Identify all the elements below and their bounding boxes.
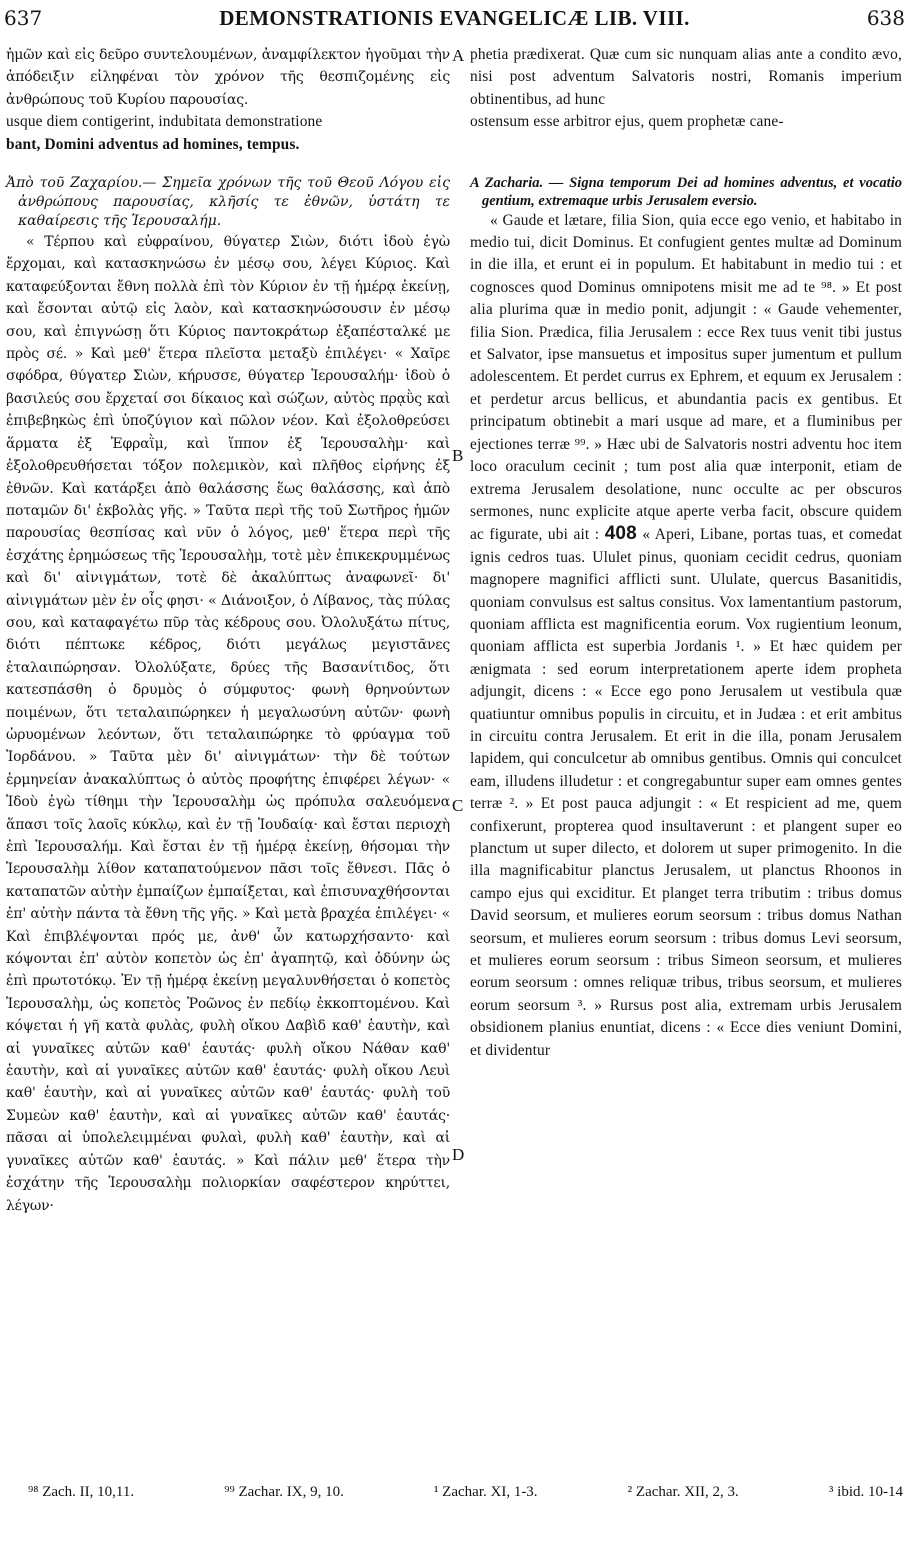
migne-page-marker: 408 xyxy=(604,523,637,545)
latin-section-heading: A Zacharia. — Signa temporum Dei ad homines adventus, et vocatio gentium, extremaque urbis Jerusalem eversio. xyxy=(470,174,902,209)
latin-continuation-line: ostensum esse arbitror ejus, quem prophetæ cane- xyxy=(470,113,784,131)
margin-letter-b: B xyxy=(452,446,464,465)
latin-body-text xyxy=(470,210,902,1062)
footnotes xyxy=(28,1484,903,1501)
footnote-rule xyxy=(6,1462,903,1463)
margin-letter-d: D xyxy=(452,1145,465,1164)
latin-tail-bold-line: bant, Domini adventus ad homines, tempus. xyxy=(6,135,300,153)
latin-body-after-marker: « Aperi, Libane, portas tuas, et comedat ignis cedros tuas. Ululet pinus, quoniam cecidit cedrus, quoniam magnopere magnifici afflicti sunt. Ululate, quercus Basanitidis, quoniam convulsus est saltus consitus. Vox lamentantium pastorum, quoniam afflicta est magnificentia eorum. Vox rugientium leonum, quoniam afflicta est superbia Jordanis ¹. » Et hæc quidem per ænigmata : sed eorum interpretationem aperte idem propheta adjungit, dicens : « Ecce ego pono Jerusalem ut vestibula quæ quatiuntur omnibus populis in circuitu, et in Judæa : et erit ambitus in circuitu contra Jerusalem. Et erit in die illa, ponam Jerusalem lapidem, qui conculcetur ab omnibus gentibus. Omnis qui conculcet eam, illudens illudetur : et congregabuntur super eam omnes gentes terræ ². » Et post pauca adjungit : « Et respicient ad me, quem confixerunt, propterea quod insultaverunt : et plangent super eo planctum ut super dilecto, et dolorem ut super primogenito. In die illa magnificabitur planctus Jerusalem, ut planctus Rhoonos in campo ejus qui exciditur. Et planget terra tributim : tribus domus David seorsum, et mulieres eorum seorsum : tribus domus Nathan seorsum, et mulieres eorum seorsum : tribus domus Levi seorsum, et mulieres eorum seorsum : tribus Simeon seorsum, et mulieres eorum seorsum : omnes reliquæ tribus, tribus seorsum, et mulieres eorum seorsum ³. » Rursus post alia, extremam urbis Jerusalem obsidionem planius enuntiat, dicens : « Ecce dies veniunt Domini, et dividentur xyxy=(470,526,903,1059)
latin-top-paragraph: phetia prædixerat. Quæ cum sic nunquam alias ante a condito ævo, nisi post adventum Salvatoris nostri, Romanis imperium obtinentibus, ad hunc xyxy=(470,46,902,108)
margin-letter-c: C xyxy=(452,796,464,815)
footnote-98: ⁹⁸ Zach. II, 10,11. xyxy=(28,1484,135,1500)
latin-tail-line: usque diem contigerint, indubitata demonstratione xyxy=(6,113,323,131)
latin-body-before-marker: « Gaude et lætare, filia Sion, quia ecce ego venio, et habitabo in medio tui, dicit Dominus. Et confugient gentes multæ ad Dominum in die illa, et erunt ei in populum. Et habitabunt in medio tui : et cognosces quod Dominus omnipotens misit me ad te ⁹⁸. » Et post alia plurima quæ in medio ponit, adjungit : « Gaude vehementer, filia Sion. Prædica, filia Jerusalem : ecce Rex tuus venit tibi justus et Salvator, ipse mansuetus et impositus super jumentum et pullum adolescentem. Et perdet currus ex Ephrem, et equum ex Jerusalem : et perdetur arcus bellicus, et abundantia pacis ex gentibus. Et principatum obtinebit a mari usque ad mare, et a fluminibus per ejectiones terræ ⁹⁹. » Hæc ubi de Salvatoris nostri adventu hoc item loco oraculum cecinit ; tum post alia quæ interponit, etiam de extrema Jerusalem desolatione, nunc occulte ac per obscuros sermones, nunc explicite atque aperte verba facit, obscure quidem ac figurate, ubi ait : xyxy=(470,211,902,544)
page-number-right: 638 xyxy=(866,6,905,30)
greek-top-paragraph: ἡμῶν καὶ εἰς δεῦρο συντελουμένων, ἀναμφίλεκτον ἡγοῦμαι τὴν ἀπόδειξιν εἰληφέναι τὸν χρόνον τῆς θεσπιζομένης εἰς ἀνθρώπους τοῦ Κυρίου παρουσίας. xyxy=(6,47,450,108)
margin-letter-a: A xyxy=(452,46,465,65)
greek-body-text: « Τέρπου καὶ εὐφραίνου, θύγατερ Σιὼν, διότι ἰδοὺ ἐγὼ ἔρχομαι, καὶ κατασκηνώσω ἐν μέσῳ σου, λέγει Κύριος. Καὶ καταφεύξονται ἔθνη πολλὰ ἐπὶ τὸν Κύριον ἐν τῇ ἡμέρᾳ ἐκείνῃ, καὶ ἔσονται αὐτῷ εἰς λαὸν, καὶ κατασκηνώσουσιν ἐν μέσῳ σου, καὶ ἐπιγνώσῃ ὅτι Κύριος παντοκράτωρ ἐξαπέσταλκέ με πρὸς σέ. » Καὶ μεθ' ἕτερα πλεῖστα μεταξὺ ἐπιλέγει· « Χαῖρε σφόδρα, θύγατερ Σιὼν, κήρυσσε, θύγατερ Ἱερουσαλήμ· ἰδοὺ ὁ βασιλεύς σου ἔρχεταί σοι δίκαιος καὶ σώζων, αὐτὸς πρᾳῢς καὶ ἐπιβεβηκὼς ἐπὶ ὑποζύγιον καὶ πῶλον νέον. Καὶ ἐξολοθρεύσει ἅρματα ἐξ Ἐφραῒμ, καὶ ἵππον ἐξ Ἱερουσαλὴμ· καὶ ἐξολοθρευθήσεται τόξον πολεμικὸν, καὶ πλῆθος εἰρήνης ἐξ ἐθνῶν. Καὶ κατάρξει ἀπὸ θαλάσσης ἕως θαλάσσης, καὶ ἀπὸ ποταμῶν δι' ἐκβολὰς γῆς. » Ταῦτα περὶ τῆς τοῦ Σωτῆρος ἡμῶν παρουσίας θεσπίσας καὶ νῦν ὁ λόγος, μεθ' ἕτερα περὶ τῆς ἐσχάτης ἐρημώσεως τῆς Ἱερουσαλὴμ, τοτὲ μὲν ἐπικεκρυμμένως καὶ δι' αἰνιγμάτων, τοτὲ δὲ ἀκαλύπτως ἀναφωνεῖ· δι' αἰνιγμάτων μὲν ἐν οἷς φησι· « Διάνοιξον, ὁ Λίβανος, τὰς πύλας σου, καὶ καταφαγέτω πῦρ τὰς κέδρους σου. Ὀλολυξάτω πίτυς, διότι πέπτωκε κέδρος, διότι μεγάλως μεγιστᾶνες ἐταλαιπώρησαν. Ὀλολύξατε, δρύες τῆς Βασανίτιδος, ὅτι κατεσπάσθη ὁ δρυμὸς ὁ σύμφυτος· φωνὴ θρηνούντων ποιμένων, ὅτι τεταλαιπώρηκεν ἡ μεγαλωσύνη αὐτῶν· φωνὴ ὠρυομένων λεόντων, ὅτι τεταλαιπώρηκε τὸ φρύαγμα τοῦ Ἰορδάνου. » Ταῦτα μὲν δι' αἰνιγμάτων· τὴν δὲ τούτων ἑρμηνείαν ἀνακαλύπτως ὁ αὐτὸς προφήτης ἐπιφέρει λέγων· « Ἰδοὺ ἐγὼ τίθημι τὴν Ἱερουσαλὴμ ὡς πρόπυλα σαλευόμενα ἅπασι τοῖς λαοῖς κύκλῳ, καὶ ἐν τῇ Ἰουδαίᾳ· καὶ ἔσται περιοχὴ ἐπὶ Ἱερουσαλήμ. Καὶ ἔσται ἐν τῇ ἡμέρᾳ ἐκείνῃ, θήσομαι τὴν Ἱερουσαλὴμ λίθον καταπατούμενον πᾶσι τοῖς ἔθνεσι. Πᾶς ὁ καταπατῶν αὐτὴν ἐμπαίζων ἐμπαίξεται, καὶ ἐπισυναχθήσονται ἐπ' αὐτὴν πάντα τὰ ἔθνη τῆς γῆς. » Καὶ μετὰ βραχέα ἐπιλέγει· « Καὶ ἐπιβλέψονται πρός με, ἀνθ' ὧν κατωρχήσαντο· καὶ κόψονται ἐπ' αὐτὸν κοπετὸν ὡς ἐπ' ἀγαπητῷ, καὶ ὀδύνην ὡς ἐπὶ πρωτοτόκῳ. Ἐν τῇ ἡμέρᾳ ἐκείνῃ μεγαλυνθήσεται ὁ κοπετὸς Ἱερουσαλὴμ, ὡς κοπετὸς Ῥοῶνος ἐν πεδίῳ ἐκκοπτομένου. Καὶ κόψεται ἡ γῆ κατὰ φυλὰς, φυλὴ οἴκου Δαβὶδ καθ' ἑαυτὴν, καὶ αἱ γυναῖκες αὐτῶν καθ' ἑαυτάς· φυλὴ οἴκου Νάθαν καθ' ἑαυτὴν, καὶ αἱ γυναῖκες αὐτῶν καθ' ἑαυτάς· φυλὴ οἴκου Λευὶ καθ' ἑαυτὴν, καὶ αἱ γυναῖκες αὐτῶν καθ' ἑαυτάς· φυλὴ τοῦ Συμεὼν καθ' ἑαυτὴν, καὶ αἱ γυναῖκες αὐτῶν καθ' ἑαυτάς· πᾶσαι αἱ ὑπολελειμμέναι φυλαὶ, φυλὴ καθ' ἑαυτὴν, καὶ αἱ γυναῖκες αὐτῶν καθ' ἑαυτάς. » Καὶ πάλιν μεθ' ἕτερα τὴν ἐσχάτην τῆς Ἱερουσαλὴμ πολιορκίαν σαφέστερον κηρύττει, λέγων· xyxy=(6,234,450,1214)
running-head xyxy=(4,6,905,36)
latin-column xyxy=(470,44,902,1062)
footnote-2: ² Zachar. XII, 2, 3. xyxy=(627,1484,739,1500)
footnote-3: ³ ibid. 10-14 xyxy=(828,1484,903,1500)
footnote-99: ⁹⁹ Zachar. IX, 9, 10. xyxy=(224,1484,344,1500)
greek-column xyxy=(6,44,450,1217)
footnote-1: ¹ Zachar. XI, 1-3. xyxy=(433,1484,538,1500)
greek-section-heading: Ἀπὸ τοῦ Ζαχαρίου.— Σημεῖα χρόνων τῆς τοῦ Θεοῦ Λόγου εἰς ἀνθρώπους παρουσίας, κλῆσίς τε ἐθνῶν, ὑστάτη τε καθαίρεσις τῆς Ἱερουσαλήμ. xyxy=(6,175,450,230)
page-number-left: 637 xyxy=(4,6,43,30)
running-title: DEMONSTRATIONIS EVANGELICÆ LIB. VIII. xyxy=(219,6,690,30)
